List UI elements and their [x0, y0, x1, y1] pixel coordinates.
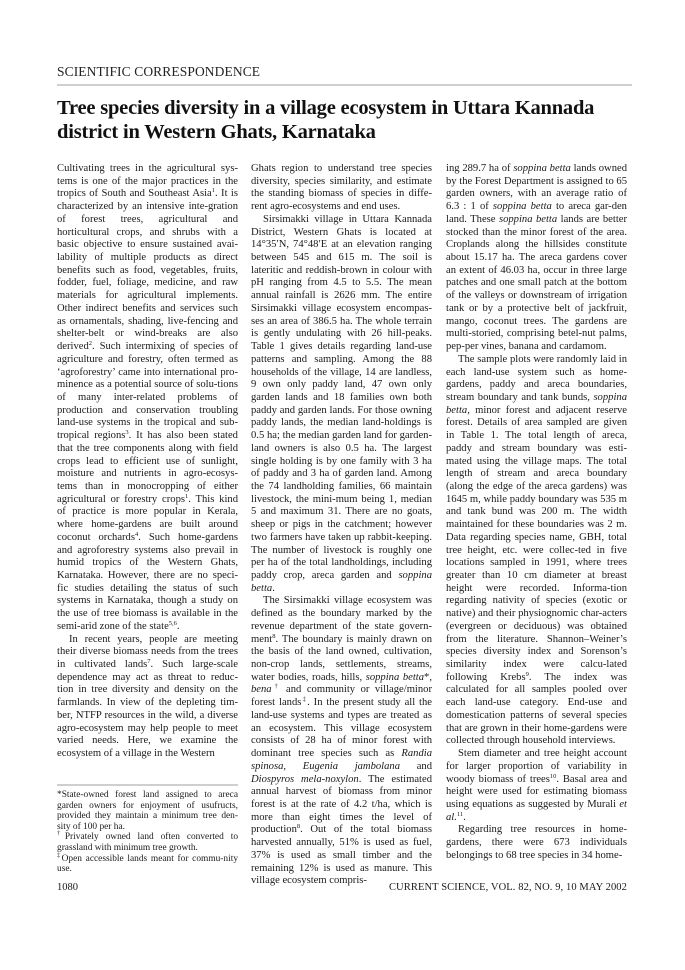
footnote-rule — [57, 784, 238, 786]
paragraph: The sample plots were randomly laid in each land-use system such as home-gardens, paddy and areca boundaries, stream boundary and tank bunds, soppina betta, minor forest and adjacent reserve forest. Details of area sampled are given in Table 1. The total length of areca, paddy and stream boundary was esti-mated using the village maps. The total length of stream and areca boundary (along the edge of the areca gardens) was 1645 m, while paddy boundary was 535 m and tank bund was 200 m. The width maintained for these boundaries was 2 m. Data regarding species name, GBH, total tree height, etc. were collec-ted in five locations sampled in 1991, where trees greater than 10 cm diameter at breast height were recorded. Informa-tion regarding nativity of species (exotic or native) and their physiognomic char-acters (evergreen or deciduous) was obtained from the literature. Shannon–Weiner’s species diversity index and Sorenson’s similarity index were calcu-lated following Krebs$^9$. The index was calculated for all samples pooled over each land-use category. End-use and domestication patterns of several species that are grown in their home-gardens were collected through household interviews. — [446, 353, 627, 747]
column-3 — [446, 163, 627, 863]
paragraph: Ghats region to understand tree species diversity, species similarity, and estimate the standing biomass of species in diffe-rent agro-ecosystems and end uses. — [251, 163, 432, 213]
section-label: SCIENTIFIC CORRESPONDENCE — [57, 64, 261, 79]
journal-footer: CURRENT SCIENCE, VOL. 82, NO. 9, 10 MAY 2002 — [388, 882, 627, 893]
column-1 — [57, 163, 238, 761]
page-number: 1080 — [57, 882, 78, 893]
paragraph: Stem diameter and tree height account for larger proportion of variability in woody biomass of trees$^{10}$. Basal area and height were used for estimating biomass using equations as suggested by Murali et al.$^{11}$. — [446, 748, 627, 823]
paragraph: In recent years, people are meeting their diverse biomass needs from the trees in cultivated lands$^7$. Such large-scale dependence may act as threat to reduc-tion in tree diversity and density on the farmlands. In view of the depleting tim-ber, NTFP resources in the wild, a diverse agro-ecosystem may help people to meet varied needs. Here, we examine the ecosystem of a village in the Western — [57, 633, 238, 760]
paragraph: Regarding tree resources in home-gardens, there were 673 individuals belongings to 68 tree species in 34 home- — [446, 824, 627, 861]
paragraph: ing 289.7 ha of soppina betta lands owned by the Forest Department is assigned to 65 garden owners, with an average ratio of 6.3 : 1 of soppina betta to areca gar-den land. These soppina betta lands are better stocked than the minor forest of the area. Croplands along the hillsides constitute about 15.17 ha. The areca gardens cover an extent of 46.03 ha, occur in three large patches and one small patch at the bottom of the valleys or downstream of irrigation tank or by a protective belt of jackfruit, mango, coconut trees. The gardens are multi-storied, comprising betel-nut palms, pep-per vines, banana and cardamom. — [446, 163, 628, 353]
footnote: †Privately owned land often converted to grassland with minimum tree growth. — [57, 830, 239, 853]
header-rule — [57, 84, 632, 86]
article-title: Tree species diversity in a village ecosystem in Uttara Kannada district in Western Ghats, Karnataka — [57, 97, 595, 143]
paragraph: The Sirsimakki village ecosystem was defined as the boundary marked by the revenue department of the state govern-ment$^8$. The boundary is mainly drawn on the basis of the land owned, cultivation, non-crop lands, settlements, streams, water bodies, roads, hills, soppina betta*, bena† and community or village/minor forest lands‡. In the present study all the land-use systems and types are treated as an ecosystem. This village ecosystem consists of 28 ha of minor forest with dominant tree species such as Randia spinosa, Eugenia jambolana and Diospyros mela-noxylon. The estimated annual harvest of biomass from minor forest is at the rate of 4.2 t/ha, which is more than eight times the level of production$^8$. Out of the total biomass harvested annually, 51% is used as fuel, 37% is used as small timber and the remaining 12% is used as manure. This village ecosystem compris- — [251, 595, 433, 887]
footnotes — [57, 790, 238, 875]
paragraph: Cultivating trees in the agricultural sys-tems is one of the major practices in the tropics of South and Southeast Asia$^1$. It is characterized by an intensive inte-gration of forest trees, agricultural and horticultural crops, and shrubs with a basic objective to ensure sustained avai-lability of multiple products as direct benefits such as food, vegetables, fruits, fodder, fuel, foliage, medicine, and raw materials for agricultural implements. Other indirect benefits and services such as ornamentals, shading, live-fencing and shelter-belt or wind-breaks are also derived$^2$. Such intermixing of species of agriculture and forestry, often termed as ‘agroforestry’ came into international pro-minence as a potential source of solu-tions of many inter-related problems of production and conservation troubling land-use systems in the tropical and sub-tropical regions$^3$. It has also been stated that the tree components along with field crops lead to efficient use of sunlight, moisture and nutrients in agro-ecosys-tems than in monocropping of either agricultural or forestry crops$^1$. This kind of practice is more popular in Kerala, where home-gardens are built around coconut orchards$^4$. Such home-gardens and agroforestry systems also prevail in humid tropics of the Western Ghats, Karnataka. However, there are no speci-fic studies detailing the status of such systems in Karnataka, though a study on the use of tree biomass is available in the semi-arid zone of the state$^{5,6}$. — [57, 163, 239, 632]
footnote: *State-owned forest land assigned to areca garden owners for enjoyment of usufructs, provided they maintain a minimum tree den-sity of 100 per ha. — [57, 790, 238, 832]
column-2 — [251, 163, 432, 888]
footnote: ‡Open accessible lands meant for commu-nity use. — [57, 851, 239, 875]
paragraph: Sirsimakki village in Uttara Kannada District, Western Ghats is located at 14°35′N, 74°48′E at an elevation ranging between 545 and 615 m. The soil is lateritic and reddish-brown in colour with pH ranging from 4.5 to 5.5. The mean annual rainfall is 2626 mm. The entire Sirsimakki village ecosystem encompas-ses an area of 386.5 ha. The whole terrain is gently undulating with 26 hill-peaks. Table 1 gives details regarding land-use patterns and sampling. Among the 88 households of the village, 14 are landless, 9 own only paddy land, 47 own only garden lands and 18 families own both paddy and garden lands. For those owning paddy lands, the median land-holdings is 0.5 ha; the median garden land for garden-land owners is also 0.5 ha. The largest single holding is by one family with 3 ha of paddy and 3 ha of garden land. Among the 74 landholding families, 66 maintain livestock, the mini-mum being 1, median 5 and maximum 31. There are no goats, sheep or pigs in the catchment; however two farmers have taken up rabbit-keeping. The number of livestock is roughly one per ha of the total landholdings, including paddy crop, areca garden and soppina betta. — [251, 213, 432, 594]
